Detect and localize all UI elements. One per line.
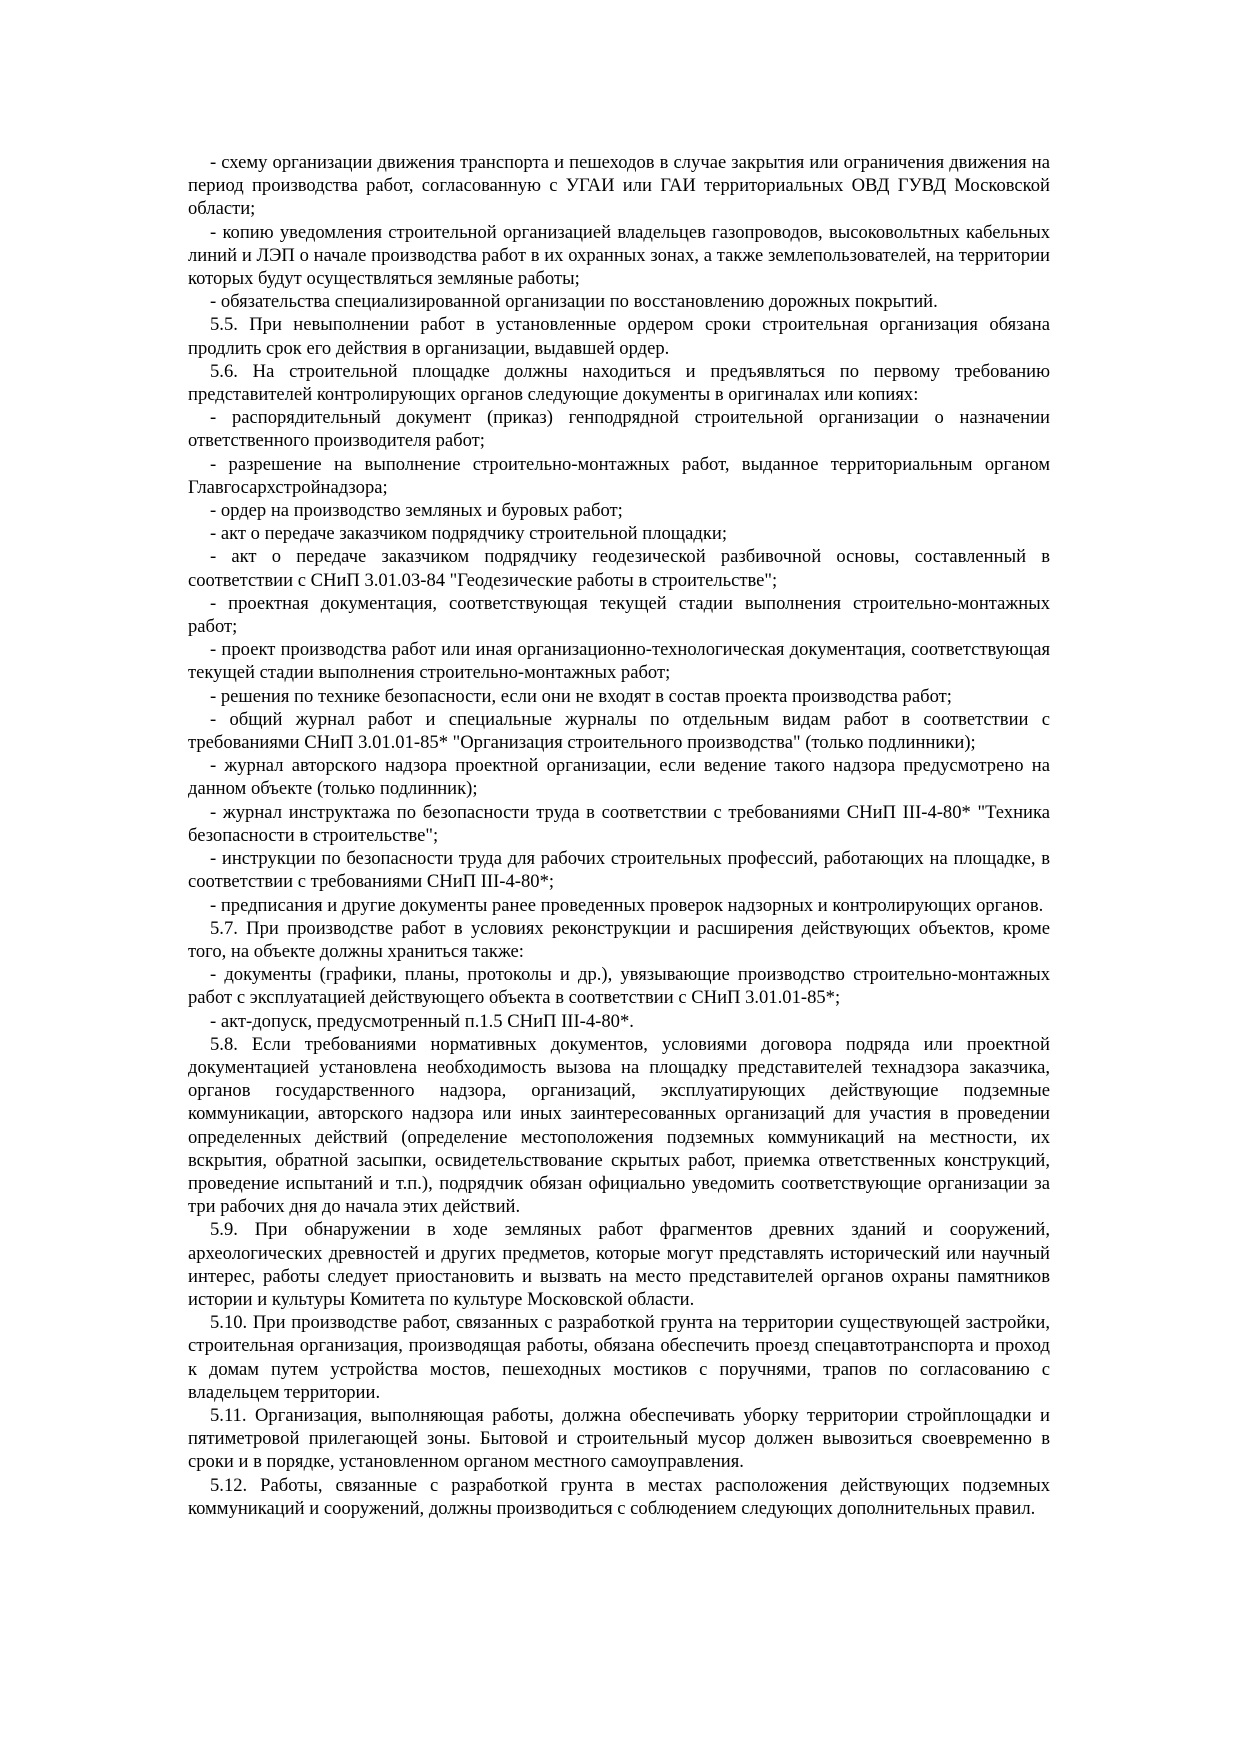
document-page bbox=[188, 151, 1050, 1520]
paragraph-safety-briefing: - журнал инструктажа по безопасности труда в соответствии с требованиями СНиП III-4-80* "Техника безопасности в строительстве"; bbox=[188, 801, 1050, 846]
paragraph-work-project: - проект производства работ или иная организационно-технологическая документация, соответствующая текущей стадии выполнения строительно-монтажных работ; bbox=[188, 639, 1050, 684]
paragraph-owner-notification: - копию уведомления строительной организацией владельцев газопроводов, высоковольтных кабельных линий и ЛЭП о начале производства работ в их охранных зонах, а также землепользователей, на территории которых будут осуществляться земляные работы; bbox=[188, 221, 1050, 290]
paragraph-site-transfer-act: - акт о передаче заказчиком подрядчику строительной площадки; bbox=[210, 523, 727, 545]
paragraph-5-6: 5.6. На строительной площадке должны находиться и предъявляться по первому требованию представителей контролирующих органов следующие документы в оригиналах или копиях: bbox=[188, 360, 1050, 406]
paragraph-work-journals: - общий журнал работ и специальные журналы по отдельным видам работ в соответствии с требованиями СНиП 3.01.01-85* "Организация строительного производства" (только подлинники); bbox=[188, 708, 1050, 754]
paragraph-project-docs: - проектная документация, соответствующая текущей стадии выполнения строительно-монтажных работ; bbox=[188, 592, 1050, 638]
paragraph-earthworks-order: - ордер на производство земляных и буровых работ; bbox=[210, 500, 623, 522]
paragraph-5-12: 5.12. Работы, связанные с разработкой грунта в местах расположения действующих подземных коммуникаций и сооружений, должны производиться с соблюдением следующих дополнительных правил. bbox=[188, 1474, 1050, 1519]
paragraph-prescriptions: - предписания и другие документы ранее проведенных проверок надзорных и контролирующих органов. bbox=[210, 894, 1044, 916]
paragraph-admission-act: - акт-допуск, предусмотренный п.1.5 СНиП III-4-80*. bbox=[210, 1010, 634, 1032]
paragraph-5-10: 5.10. При производстве работ, связанных с разработкой грунта на территории существующей застройки, строительная организация, производящая работы, обязана обеспечить проезд спецавтотранспорта и проход к домам путем устройства мостов, пешеходных мостиков с поручнями, трапов по согласованию с владельцем территории. bbox=[188, 1312, 1050, 1403]
paragraph-geodetic-act: - акт о передаче заказчиком подрядчику геодезической разбивочной основы, составленный в соответствии с СНиП 3.01.03-84 "Геодезические работы в строительстве"; bbox=[188, 546, 1050, 591]
paragraph-5-11: 5.11. Организация, выполняющая работы, должна обеспечивать уборку территории стройплощадки и пятиметровой прилегающей зоны. Бытовой и строительный мусор должен вывозиться своевременно в сроки и в порядке, установленном органом местного самоуправления. bbox=[188, 1404, 1050, 1473]
paragraph-coordination-docs: - документы (графики, планы, протоколы и др.), увязывающие производство строительно-монтажных работ с эксплуатацией действующего объекта в соответствии с СНиП 3.01.01-85*; bbox=[188, 964, 1050, 1009]
paragraph-5-9: 5.9. При обнаружении в ходе земляных работ фрагментов древних зданий и сооружений, археологических древностей и других предметов, которые могут представлять исторический или научный интерес, работы следует приостановить и вызвать на место представителей органов охраны памятников истории и культуры Комитета по культуре Московской области. bbox=[188, 1219, 1050, 1310]
paragraph-5-7: 5.7. При производстве работ в условиях реконструкции и расширения действующих объектов, кроме того, на объекте должны храниться также: bbox=[188, 917, 1050, 962]
paragraph-5-5: 5.5. При невыполнении работ в установленные ордером сроки строительная организация обязана продлить срок его действия в организации, выдавшей ордер. bbox=[188, 314, 1050, 359]
paragraph-permit: - разрешение на выполнение строительно-монтажных работ, выданное территориальным органом Главгосархстройнадзора; bbox=[188, 453, 1050, 498]
paragraph-5-8: 5.8. Если требованиями нормативных документов, условиями договора подряда или проектной документацией установлена необходимость вызова на площадку представителей технадзора заказчика, органов государственного надзора, организаций, эксплуатирующих действующие подземные коммуникации, авторского надзора или иных заинтересованных организаций для участия в проведении определенных действий (определение местоположения подземных коммуникаций на местности, их вскрытия, обратной засыпки, освидетельствование скрытых работ, приемка ответственных конструкций, проведение испытаний и т.п.), подрядчик обязан официально уведомить соответствующие организации за три рабочих дня до начала этих действий. bbox=[188, 1033, 1050, 1218]
paragraph-traffic-scheme: - схему организации движения транспорта и пешеходов в случае закрытия или ограничения движения на период производства работ, согласованную с УГАИ или ГАИ территориальных ОВД ГУВД Московской области; bbox=[188, 152, 1050, 220]
paragraph-safety-instructions: - инструкции по безопасности труда для рабочих строительных профессий, работающих на площадке, в соответствии с требованиями СНиП III-4-80*; bbox=[188, 848, 1050, 893]
paragraph-order-document: - распорядительный документ (приказ) генподрядной строительной организации о назначении ответственного производителя работ; bbox=[188, 407, 1050, 452]
paragraph-safety-decisions: - решения по технике безопасности, если они не входят в состав проекта производства работ; bbox=[210, 685, 952, 707]
paragraph-road-restoration: - обязательства специализированной организации по восстановлению дорожных покрытий. bbox=[210, 291, 938, 313]
paragraph-author-supervision: - журнал авторского надзора проектной организации, если ведение такого надзора предусмотрено на данном объекте (только подлинник); bbox=[188, 755, 1050, 800]
